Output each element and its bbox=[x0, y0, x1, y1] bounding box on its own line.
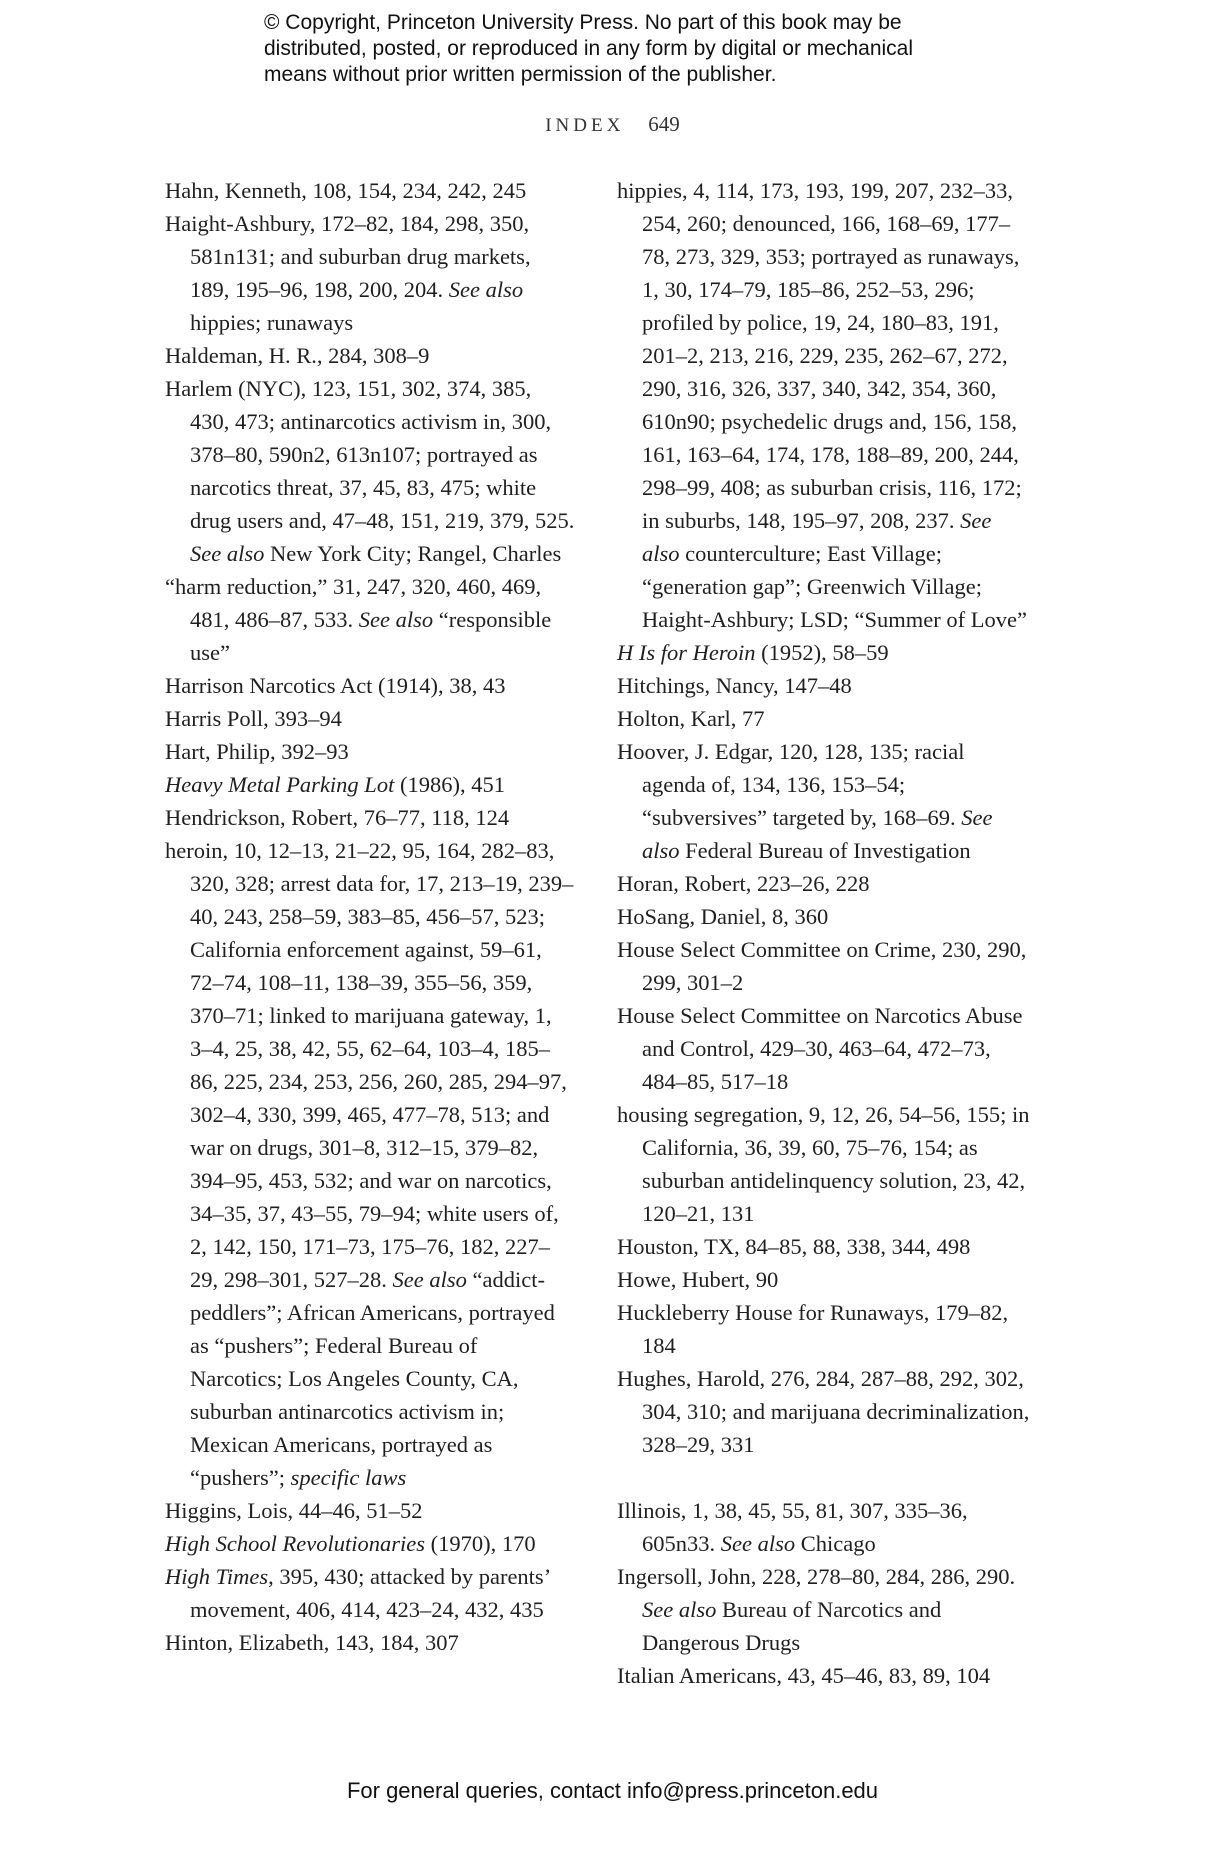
index-entry-text: heroin, 10, 12–13, 21–22, 95, 164, 282–83, 320, 328; arrest data for, 17, 213–19, 239–40, 243, 258–59, 383–85, 456–57, 523; California enforcement against, 59–61, 72–74, 108–11, 138–39, 355–56, 359, 370–71; linked to marijuana gateway, 1, 3–4, 25, 38, 42, 55, 62–64, 103–4, 185–86, 225, 234, 253, 256, 260, 285, 294–97, 302–4, 330, 399, 465, 477–78, 513; and war on drugs, 301–8, 312–15, 379–82, 394–95, 453, 532; and war on narcotics, 34–35, 37, 43–55, 79–94; white users of, 2, 142, 150, 171–73, 175–76, 182, 227–29, 298–301, 527–28. bbox=[165, 838, 574, 1292]
index-entry-text: Hahn, Kenneth, 108, 154, 234, 242, 245 bbox=[165, 178, 527, 203]
section-label: INDEX bbox=[545, 115, 625, 136]
index-entry-italic: specific laws bbox=[290, 1465, 407, 1490]
index-entry bbox=[617, 900, 1032, 933]
index-entry bbox=[617, 702, 1032, 735]
index-entry bbox=[617, 933, 1032, 999]
index-entry bbox=[165, 834, 575, 1494]
index-entry-text: (1952), 58–59 bbox=[755, 640, 889, 665]
copyright-line: distributed, posted, or reproduced in any form by digital or mechanical bbox=[264, 37, 914, 60]
index-column-left bbox=[165, 174, 575, 1659]
index-entry-italic: See also bbox=[642, 805, 993, 863]
index-entry-italic: See also bbox=[642, 1597, 717, 1622]
index-entry bbox=[617, 1098, 1032, 1230]
index-entry-text: House Select Committee on Narcotics Abuse and Control, 429–30, 463–64, 472–73, 484–85, 517–18 bbox=[617, 1003, 1023, 1094]
index-entry-text: Holton, Karl, 77 bbox=[617, 706, 765, 731]
copyright-notice bbox=[264, 10, 1064, 88]
index-entry bbox=[165, 669, 575, 702]
index-entry bbox=[165, 570, 575, 669]
index-entry-italic: High School Revolutionaries bbox=[165, 1531, 425, 1556]
index-entry-text: Hoover, J. Edgar, 120, 128, 135; racial agenda of, 134, 136, 153–54; “subversives” targeted by, 168–69. bbox=[617, 739, 965, 830]
index-entry-text: Illinois, 1, 38, 45, 55, 81, 307, 335–36, 605n33. bbox=[617, 1498, 968, 1556]
index-entry-italic: See also bbox=[642, 508, 992, 566]
index-entry-text: “addict-peddlers”; African Americans, portrayed as “pushers”; Federal Bureau of Narcotics; Los Angeles County, CA, suburban antinarcotics activism in; Mexican Americans, portrayed as “pushers”; bbox=[190, 1267, 555, 1490]
index-entry bbox=[617, 867, 1032, 900]
index-entry bbox=[165, 1626, 575, 1659]
index-entry bbox=[617, 1659, 1032, 1692]
index-entry bbox=[165, 801, 575, 834]
index-entry-text: Harlem (NYC), 123, 151, 302, 374, 385, 430, 473; antinarcotics activism in, 300, 378–80, 590n2, 613n107; portrayed as narcotics threat, 37, 45, 83, 475; white drug users and, 47–48, 151, 219, 379, 525. bbox=[165, 376, 575, 533]
index-entry bbox=[165, 1527, 575, 1560]
index-entry-text: Hendrickson, Robert, 76–77, 118, 124 bbox=[165, 805, 510, 830]
index-entry-text: Hart, Philip, 392–93 bbox=[165, 739, 349, 764]
index-entry-text: Hinton, Elizabeth, 143, 184, 307 bbox=[165, 1630, 459, 1655]
index-entry-text: “harm reduction,” 31, 247, 320, 460, 469, 481, 486–87, 533. bbox=[165, 574, 542, 632]
index-entry-text: Howe, Hubert, 90 bbox=[617, 1267, 779, 1292]
index-entry-text: HoSang, Daniel, 8, 360 bbox=[617, 904, 829, 929]
copyright-line: means without prior written permission of the publisher. bbox=[264, 63, 777, 86]
running-head bbox=[0, 112, 1225, 137]
index-entry bbox=[165, 702, 575, 735]
index-entry-text: (1986), 451 bbox=[394, 772, 505, 797]
copyright-line: © Copyright, Princeton University Press. No part of this book may be bbox=[264, 11, 902, 34]
index-entry bbox=[617, 174, 1032, 636]
index-entry bbox=[617, 735, 1032, 867]
index-entry-text: Higgins, Lois, 44–46, 51–52 bbox=[165, 1498, 423, 1523]
index-entry-italic: H Is for Heroin bbox=[617, 640, 756, 665]
index-entry-text: Horan, Robert, 223–26, 228 bbox=[617, 871, 870, 896]
index-entry-text: New York City; Rangel, Charles bbox=[264, 541, 562, 566]
index-entry-text: , 395, 430; attacked by parents’ movement, 406, 414, 423–24, 432, 435 bbox=[190, 1564, 550, 1622]
index-entry bbox=[165, 207, 575, 339]
index-entry bbox=[617, 1362, 1032, 1461]
index-entry-text: Harrison Narcotics Act (1914), 38, 43 bbox=[165, 673, 506, 698]
index-entry-text: Harris Poll, 393–94 bbox=[165, 706, 342, 731]
page-number: 649 bbox=[648, 112, 680, 136]
index-entry bbox=[165, 1560, 575, 1626]
index-entry-italic: See also bbox=[392, 1267, 467, 1292]
index-entry bbox=[165, 735, 575, 768]
index-entry bbox=[165, 339, 575, 372]
index-column-right bbox=[617, 174, 1032, 1692]
index-entry-text: counterculture; East Village; “generation gap”; Greenwich Village; Haight-Ashbury; LSD; “Summer of Love” bbox=[642, 541, 1027, 632]
index-entry-text: Haldeman, H. R., 284, 308–9 bbox=[165, 343, 430, 368]
index-entry-text: Ingersoll, John, 228, 278–80, 284, 286, 290. bbox=[617, 1564, 1016, 1589]
index-entry bbox=[165, 372, 575, 570]
index-entry-text: hippies, 4, 114, 173, 193, 199, 207, 232–33, 254, 260; denounced, 166, 168–69, 177–78, 273, 329, 353; portrayed as runaways, 1, 30, 174–79, 185–86, 252–53, 296; profiled by police, 19, 24, 180–83, 191, 201–2, 213, 216, 229, 235, 262–67, 272, 290, 316, 326, 337, 340, 342, 354, 360, 610n90; psychedelic drugs and, 156, 158, 161, 163–64, 174, 178, 188–89, 200, 244, 298–99, 408; as suburban crisis, 116, 172; in suburbs, 148, 195–97, 208, 237. bbox=[617, 178, 1022, 533]
index-entry-text: Chicago bbox=[795, 1531, 876, 1556]
index-entry-italic: See also bbox=[190, 541, 265, 566]
index-entry-text: Houston, TX, 84–85, 88, 338, 344, 498 bbox=[617, 1234, 971, 1259]
index-entry-text: Hitchings, Nancy, 147–48 bbox=[617, 673, 852, 698]
index-entry bbox=[617, 1296, 1032, 1362]
index-entry bbox=[617, 1560, 1032, 1659]
index-entry-italic: High Times bbox=[165, 1564, 269, 1589]
index-entry-text: hippies; runaways bbox=[190, 310, 354, 335]
index-entry bbox=[617, 669, 1032, 702]
index-entry bbox=[617, 636, 1032, 669]
index-entry-text: Hughes, Harold, 276, 284, 287–88, 292, 302, 304, 310; and marijuana decriminalization, 328–29, 331 bbox=[617, 1366, 1030, 1457]
index-entry bbox=[617, 1230, 1032, 1263]
index-entry bbox=[165, 1494, 575, 1527]
index-entry-text: Haight-Ashbury, 172–82, 184, 298, 350, 581n131; and suburban drug markets, 189, 195–96, 198, 200, 204. bbox=[165, 211, 531, 302]
index-entry-text: Federal Bureau of Investigation bbox=[679, 838, 971, 863]
index-entry-text: House Select Committee on Crime, 230, 290, 299, 301–2 bbox=[617, 937, 1027, 995]
footer-contact: For general queries, contact info@press.princeton.edu bbox=[346, 1778, 879, 1803]
index-entry-italic: See also bbox=[358, 607, 434, 632]
index-entry bbox=[617, 1494, 1032, 1560]
index-entry-text: Huckleberry House for Runaways, 179–82, 184 bbox=[617, 1300, 1009, 1358]
index-entry-italic: See also bbox=[720, 1531, 796, 1556]
index-entry-text: housing segregation, 9, 12, 26, 54–56, 155; in California, 36, 39, 60, 75–76, 154; as suburban antidelinquency solution, 23, 42, 120–21, 131 bbox=[617, 1102, 1030, 1226]
index-entry-text: Italian Americans, 43, 45–46, 83, 89, 104 bbox=[617, 1663, 991, 1688]
index-entry bbox=[617, 999, 1032, 1098]
letter-section-gap bbox=[617, 1461, 1032, 1494]
index-entry bbox=[617, 1263, 1032, 1296]
index-entry bbox=[165, 174, 575, 207]
index-entry bbox=[165, 768, 575, 801]
index-entry-text: “responsible use” bbox=[190, 607, 552, 665]
index-entry-italic: See also bbox=[448, 277, 524, 302]
index-entry-text: (1970), 170 bbox=[424, 1531, 536, 1556]
index-entry-italic: Heavy Metal Parking Lot bbox=[165, 772, 395, 797]
index-entry-text: Bureau of Narcotics and Dangerous Drugs bbox=[642, 1597, 942, 1655]
